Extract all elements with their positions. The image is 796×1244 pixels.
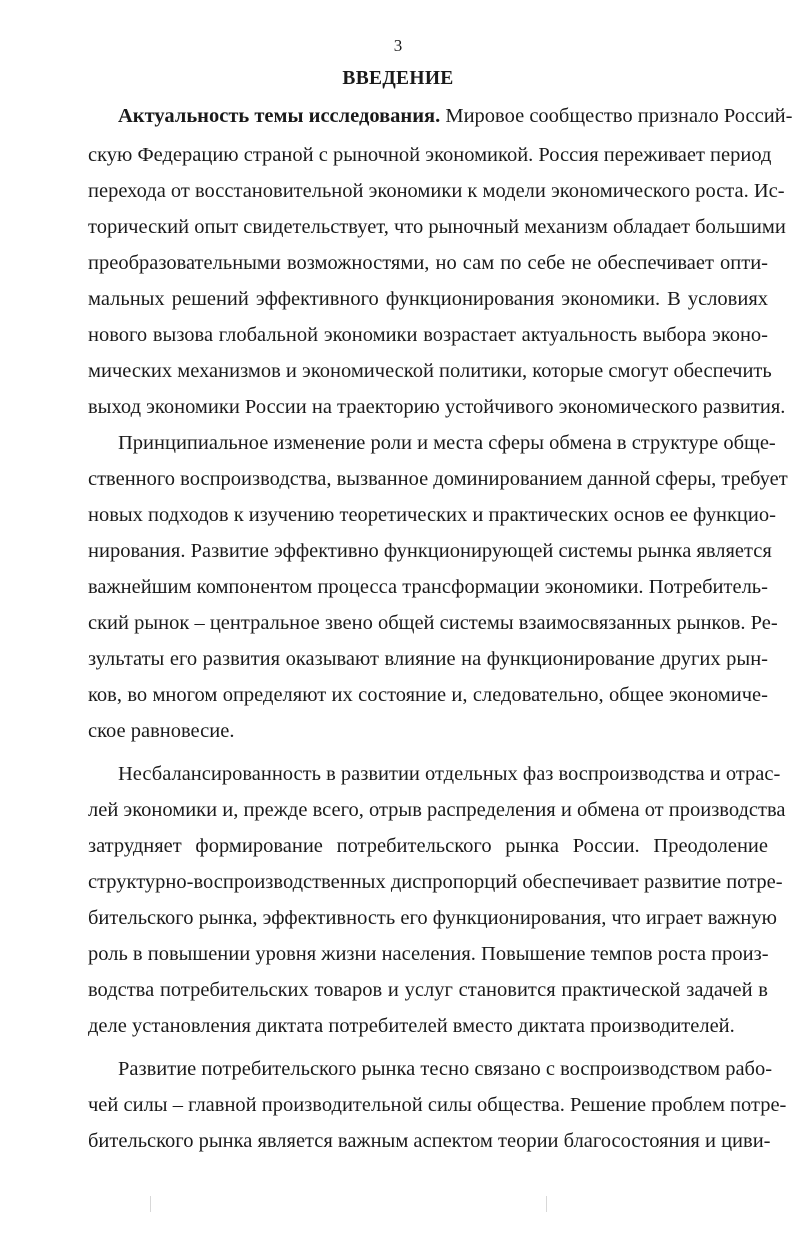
paragraph-line: новых подходов к изучению теоретических и практических основ ее функцио- bbox=[88, 504, 776, 526]
paragraph-line: мических механизмов и экономической политики, которые смогут обеспечить bbox=[88, 360, 772, 382]
paragraph-line: ское равновесие. bbox=[88, 720, 235, 742]
paragraph-line: роль в повышении уровня жизни населения. Повышение темпов роста произ- bbox=[88, 943, 769, 965]
paragraph-line: деле установления диктата потребителей вместо диктата производителей. bbox=[88, 1015, 735, 1037]
paragraph-line: Несбалансированность в развитии отдельных фаз воспроизводства и отрас- bbox=[118, 763, 781, 785]
section-heading: ВВЕДЕНИЕ bbox=[342, 68, 454, 89]
paragraph-line: мальных решений эффективного функционирования экономики. В условиях bbox=[88, 288, 768, 310]
paragraph-line: перехода от восстановительной экономики к модели экономического роста. Ис- bbox=[88, 180, 785, 202]
paragraph-line: Развитие потребительского рынка тесно связано с воспроизводством рабо- bbox=[118, 1058, 773, 1080]
paragraph-line: нового вызова глобальной экономики возрастает актуальность выбора эконо- bbox=[88, 324, 768, 346]
lead-bold-phrase: Актуальность темы исследования. bbox=[118, 105, 441, 127]
paragraph-line: скую Федерацию страной с рыночной экономикой. Россия переживает период bbox=[88, 144, 772, 166]
paragraph-line: преобразовательными возможностями, но сам по себе не обеспечивает опти- bbox=[88, 252, 768, 274]
paragraph-line: ский рынок – центральное звено общей системы взаимосвязанных рынков. Ре- bbox=[88, 612, 778, 634]
paragraph-line: выход экономики России на траекторию устойчивого экономического развития. bbox=[88, 396, 786, 418]
paragraph-line bbox=[118, 101, 793, 131]
paragraph-line: лей экономики и, прежде всего, отрыв распределения и обмена от производства bbox=[88, 799, 786, 821]
scan-artifact-right bbox=[546, 1196, 547, 1212]
page-number: 3 bbox=[393, 36, 403, 55]
paragraph-line: ков, во многом определяют их состояние и, следовательно, общее экономиче- bbox=[88, 684, 768, 706]
paragraph-line: водства потребительских товаров и услуг становится практической задачей в bbox=[88, 979, 768, 1001]
paragraph-line: бительского рынка, эффективность его функционирования, что играет важную bbox=[88, 907, 777, 929]
paragraph-line: торический опыт свидетельствует, что рыночный механизм обладает большими bbox=[88, 216, 786, 238]
paragraph-line: ственного воспроизводства, вызванное доминированием данной сферы, требует bbox=[88, 468, 788, 490]
scan-artifact-left bbox=[150, 1196, 151, 1212]
paragraph-line: зультаты его развития оказывают влияние на функционирование других рын- bbox=[88, 648, 768, 670]
paragraph-line: затрудняет формирование потребительского рынка России. Преодоление bbox=[88, 835, 768, 857]
paragraph-line: бительского рынка является важным аспектом теории благосостояния и циви- bbox=[88, 1130, 771, 1152]
paragraph-line: нирования. Развитие эффективно функционирующей системы рынка является bbox=[88, 540, 772, 562]
paragraph-line: важнейшим компонентом процесса трансформации экономики. Потребитель- bbox=[88, 576, 768, 598]
paragraph-line: чей силы – главной производительной силы общества. Решение проблем потре- bbox=[88, 1094, 787, 1116]
paragraph-line: структурно-воспроизводственных диспропорций обеспечивает развитие потре- bbox=[88, 871, 783, 893]
line-text: Мировое сообщество признало Россий- bbox=[440, 105, 793, 127]
paragraph-line: Принципиальное изменение роли и места сферы обмена в структуре обще- bbox=[118, 432, 776, 454]
